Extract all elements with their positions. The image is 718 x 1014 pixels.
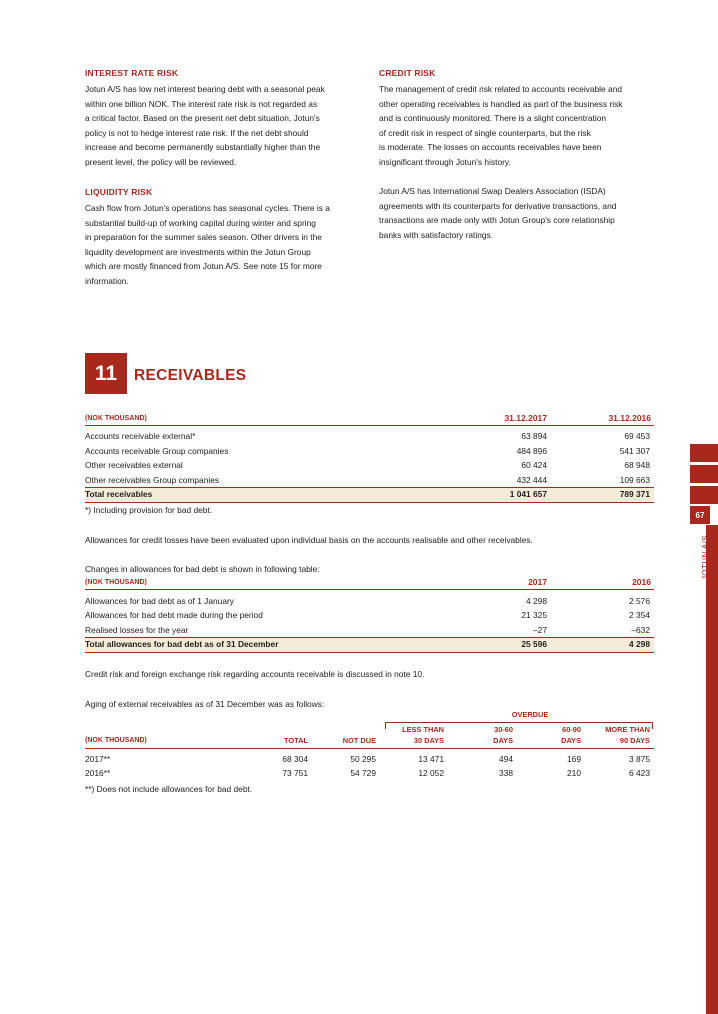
liquidity-risk-text: Cash flow from Jotun's operations has seasonal cycles. There is a substantial build-up of working capital during winter and spring in preparation for the summer sales season. Other drivers in the liquidity development are investments within the Jotun Group which are mostly financed from Jotun A/S. See note 15 for more information. [85, 203, 330, 286]
row-total: 73 751 [282, 768, 308, 778]
table-row [85, 430, 654, 444]
table3-header-rule [85, 748, 654, 749]
table-row [85, 767, 654, 781]
total-value-2017: 1 041 657 [509, 489, 547, 499]
side-bar [706, 525, 718, 1014]
row-notdue: 54 729 [350, 768, 376, 778]
credit-risk-text: The management of credit risk related to accounts receivable and other operating receivables is handled as part of the business risk and is continuously monitored. There is a slight concentration of credit risk in respect of single counterparts, but the risk is moderate. The losses on accounts receivables have been insignificant through Jotun's history. [379, 84, 623, 167]
row-value-2017: –27 [533, 625, 547, 635]
section-tab[interactable] [690, 486, 718, 504]
row-value-2017: 21 325 [521, 610, 547, 620]
section-tab[interactable] [690, 444, 718, 462]
interest-rate-risk-heading: INTEREST RATE RISK [85, 68, 179, 78]
table-total-row [85, 488, 654, 502]
row-value-2017: 63 894 [521, 431, 547, 441]
row-label: Other receivables Group companies [85, 475, 220, 485]
total-label: Total allowances for bad debt as of 31 December [85, 639, 279, 649]
col-6090-header [521, 724, 581, 746]
total-label: Total receivables [85, 489, 153, 499]
row-mt90: 6 423 [629, 768, 650, 778]
table-row [85, 609, 654, 623]
table2-col-2016: 2016 [632, 577, 651, 587]
row-label: Accounts receivable Group companies [85, 446, 229, 456]
row-mt90: 3 875 [629, 754, 650, 764]
table1-total-rule-bottom [85, 502, 654, 503]
table-row [85, 445, 654, 459]
total-value-2016: 789 371 [619, 489, 650, 499]
col-3060-header-line1: 30-60 [494, 725, 513, 734]
row-3060: 494 [499, 754, 513, 764]
table-row [85, 624, 654, 638]
note-title: RECEIVABLES [134, 367, 247, 384]
overdue-bracket-right [652, 722, 653, 729]
changes-text: Changes in allowances for bad debt is shown in following table: [85, 564, 320, 574]
col-6090-header-line1: 60-90 [562, 725, 581, 734]
col-mt90-header-line1: MORE THAN [605, 725, 650, 734]
table2-col-2017: 2017 [528, 577, 547, 587]
table-row [85, 595, 654, 609]
table2-unit: (NOK THOUSAND) [85, 579, 147, 586]
col-lt30-header-line1: LESS THAN [402, 725, 444, 734]
note-number-badge: 11 [85, 353, 127, 394]
col-3060-header-line2: DAYS [493, 736, 513, 745]
aging-text: Aging of external receivables as of 31 December was as follows: [85, 699, 325, 709]
col-3060-header [453, 724, 513, 746]
table-row [85, 474, 654, 488]
row-value-2016: 69 453 [624, 431, 650, 441]
row-value-2017: 484 896 [516, 446, 547, 456]
col-6090-header-line2: DAYS [561, 736, 581, 745]
allowance-text: Allowances for credit losses have been evaluated upon individual basis on the accounts realisable and other receivables. [85, 535, 533, 545]
credit-fx-text: Credit risk and foreign exchange risk regarding accounts receivable is discussed in note 10. [85, 669, 425, 679]
row-lt30: 13 471 [418, 754, 444, 764]
overdue-bracket-line [385, 722, 653, 723]
total-value-2016: 4 298 [629, 639, 650, 649]
table3-footnote: **) Does not include allowances for bad debt. [85, 784, 253, 794]
table-total-row [85, 638, 654, 652]
row-value-2016: 2 576 [629, 596, 650, 606]
interest-rate-risk-text: Jotun A/S has low net interest bearing debt with a seasonal peak within one billion NOK. The interest rate risk is not regarded as a critical factor. Based on the present net debt situation, Jotun's policy is not to hedge interest rate risk. If the net debt should increase and become permanently substantially higher than the present level, the policy will be reviewed. [85, 84, 325, 167]
row-value-2016: 68 948 [624, 460, 650, 470]
row-value-2016: 2 354 [629, 610, 650, 620]
row-6090: 169 [567, 754, 581, 764]
row-value-2016: –632 [631, 625, 650, 635]
row-label: Realised losses for the year [85, 625, 189, 635]
row-label: Other receivables external [85, 460, 183, 470]
credit-risk-heading: CREDIT RISK [379, 68, 436, 78]
row-value-2016: 109 663 [619, 475, 650, 485]
table3-unit: (NOK THOUSAND) [85, 737, 147, 744]
side-label: JOTUN A/S [700, 535, 710, 580]
row-label: Accounts receivable external* [85, 431, 196, 441]
table1-unit: (NOK THOUSAND) [85, 415, 147, 422]
table1-header-rule [85, 425, 654, 426]
row-total: 68 304 [282, 754, 308, 764]
isda-text: Jotun A/S has International Swap Dealers Association (ISDA) agreements with its counterparts for derivative transactions, and transactions are made only with Jotun Group's core relationship banks with satisfactory ratings. [379, 186, 617, 240]
col-notdue-header: NOT DUE [342, 736, 376, 745]
col-lt30-header-line2: 30 DAYS [413, 736, 444, 745]
table2-total-rule-bottom [85, 652, 654, 653]
row-label: Allowances for bad debt made during the period [85, 610, 263, 620]
table1-col-2016: 31.12.2016 [608, 413, 651, 423]
row-label: 2016** [85, 768, 111, 778]
table-row [85, 459, 654, 473]
overdue-heading: OVERDUE [511, 710, 549, 719]
row-value-2016: 541 307 [619, 446, 650, 456]
row-label: 2017** [85, 754, 111, 764]
section-tab[interactable] [690, 465, 718, 483]
row-3060: 338 [499, 768, 513, 778]
table-row [85, 753, 654, 767]
row-value-2017: 60 424 [521, 460, 547, 470]
row-label: Allowances for bad debt as of 1 January [85, 596, 234, 606]
row-lt30: 12 052 [418, 768, 444, 778]
row-value-2017: 4 298 [526, 596, 547, 606]
total-value-2017: 25 596 [521, 639, 547, 649]
table1-col-2017: 31.12.2017 [504, 413, 547, 423]
col-mt90-header [580, 724, 650, 746]
col-lt30-header [384, 724, 444, 746]
row-6090: 210 [567, 768, 581, 778]
row-value-2017: 432 444 [516, 475, 547, 485]
liquidity-risk-heading: LIQUIDITY RISK [85, 187, 153, 197]
col-total-header: TOTAL [284, 736, 308, 745]
row-notdue: 50 295 [350, 754, 376, 764]
col-mt90-header-line2: 90 DAYS [619, 736, 650, 745]
table1-footnote: *) Including provision for bad debt. [85, 505, 213, 515]
page-number: 67 [690, 506, 710, 524]
table2-header-rule [85, 589, 654, 590]
